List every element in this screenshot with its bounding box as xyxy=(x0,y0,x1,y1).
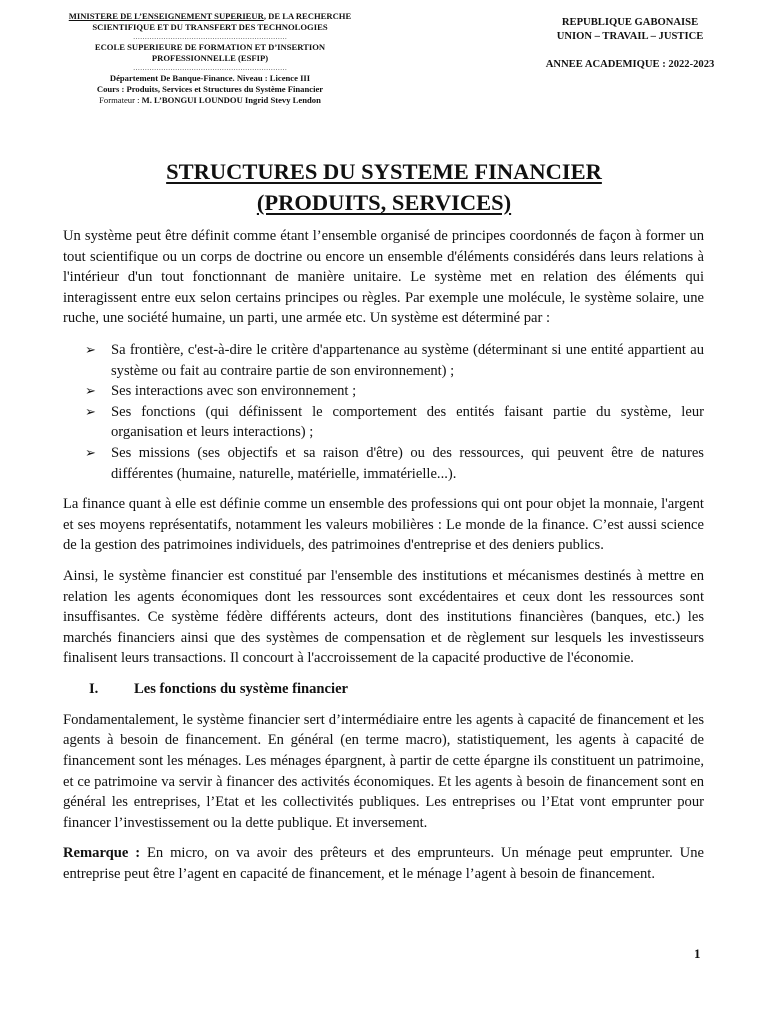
intro-paragraph: Un système peut être définit comme étant l’ensemble organisé de principes coordonnés de façon à former un tout scientifique ou un corps de doctrine ou encore un ensemble d'éléments considérés dans leurs relations à l'intérieur d'un tout fonctionnant de manière unitaire. Le système met en relation des éléments qui interagissent entre eux selon certains principes ou règles. Par exemple une molécule, le système solaire, une ruche, une société humaine, un parti, une armée etc. Un système est déterminé par : xyxy=(63,228,704,327)
country-name: REPUBLIQUE GABONAISE xyxy=(561,17,699,28)
title-line-1: STRUCTURES DU SYSTEME FINANCIER xyxy=(166,159,602,184)
title-line-2: (PRODUITS, SERVICES) xyxy=(256,190,512,215)
school-line-1: ECOLE SUPERIEURE DE FORMATION ET D’INSERTION xyxy=(94,42,326,52)
list-item-text: Ses interactions avec son environnement ; xyxy=(111,383,357,400)
course-line: Cours : Produits, Services et Structures du Système Financier xyxy=(96,84,324,94)
list-item xyxy=(63,381,704,402)
ministry-line-2: SCIENTIFIQUE ET DU TRANSFERT DES TECHNOLOGIES xyxy=(92,22,328,32)
academic-year: ANNEE ACADEMIQUE : 2022-2023 xyxy=(545,59,715,70)
section-heading xyxy=(63,679,704,700)
arrow-bullet-icon: ➢ xyxy=(85,383,96,399)
document-body xyxy=(63,226,704,885)
dotted-separator: ………………………………………………………… xyxy=(133,64,287,72)
finance-paragraph: La finance quant à elle est définie comme un ensemble des professions qui ont pour objet la monnaie, l'argent et ses moyens représentatifs, notamment les valeurs mobilières : Le monde de la finance. C’est aussi science de la gestion des patrimoines individuels, des patrimoines d'entreprise et des deniers publics. xyxy=(63,496,704,554)
list-item-text: Sa frontière, c'est-à-dire le critère d'appartenance au système (déterminant si une entité appartient au système ou fait au contraire partie de son environnement) ; xyxy=(111,341,704,379)
remark-text: En micro, on va avoir des prêteurs et des emprunteurs. Un ménage peut emprunter. Une entreprise peut être l’agent en capacité de financement, et le ménage l’agent à besoin de financement. xyxy=(63,845,704,883)
school-line-2: PROFESSIONNELLE (ESFIP) xyxy=(151,53,269,63)
remark-paragraph xyxy=(63,843,704,884)
section-title: Les fonctions du système financier xyxy=(134,680,349,697)
list-item xyxy=(63,340,704,381)
trainer-line xyxy=(40,95,380,106)
ministry-line-1 xyxy=(40,11,380,22)
country-motto: UNION – TRAVAIL – JUSTICE xyxy=(556,31,704,42)
remark-label: Remarque : xyxy=(63,845,147,862)
ministry-name-rest: , DE LA RECHERCHE xyxy=(263,11,352,21)
section-number: I. xyxy=(89,680,99,697)
financial-system-paragraph: Ainsi, le système financier est constitué par l'ensemble des institutions et mécanismes destinés à mettre en relation les agents économiques dont les ressources sont excédentaires et ceux dont les ressources sont insuffisantes. Ce système fédère différents acteurs, dont des institutions financières (banques, etc.) les marchés financiers ainsi que des systèmes de compensation et de règlement sur lesquels les investisseurs finalisent leurs transactions. Il concourt à l'accroissement de la capacité productive de l'économie. xyxy=(63,567,704,667)
header-country xyxy=(520,16,740,72)
dotted-separator: ………………………………………………………… xyxy=(133,33,287,41)
department-line: Département De Banque-Finance. Niveau : Licence III xyxy=(109,73,311,83)
determinants-list xyxy=(63,340,704,484)
list-item xyxy=(63,443,704,484)
arrow-bullet-icon: ➢ xyxy=(85,403,96,419)
list-item-text: Ses fonctions (qui définissent le comportement des entités faisant partie du système, leur organisation et leurs interactions) ; xyxy=(111,403,704,441)
trainer-name: M. L’BONGUI LOUNDOU Ingrid Stevy Lendon xyxy=(141,95,321,105)
ministry-name: MINISTERE DE L’ENSEIGNEMENT SUPERIEUR xyxy=(68,11,264,21)
header-institution xyxy=(40,11,380,106)
document-title xyxy=(60,156,708,218)
trainer-label: Formateur : xyxy=(99,95,142,105)
arrow-bullet-icon: ➢ xyxy=(85,341,96,357)
functions-paragraph: Fondamentalement, le système financier sert d’intermédiaire entre les agents à capacité de financement et les agents à besoin de financement. En général (en terme macro), statistiquement, les agents à capacité de financement sont les ménages. Les ménages épargnent, à partir de cette épargne ils constituent un patrimoine, et ce patrimoine va servir à financer des activités économiques. Et les agents à besoin de financement sont en général les entreprises, l’Etat et les collectivités publiques. Les entreprises ou l’Etat vont emprunter pour financer l’investissement ou la dette publique. Et inversement. xyxy=(63,711,704,831)
list-item-text: Ses missions (ses objectifs et sa raison d'être) ou des ressources, qui peuvent être de natures différentes (humaine, naturelle, matérielle, immatérielle...). xyxy=(111,444,704,482)
page-number: 1 xyxy=(694,946,701,961)
list-item xyxy=(63,402,704,443)
arrow-bullet-icon: ➢ xyxy=(85,444,96,460)
